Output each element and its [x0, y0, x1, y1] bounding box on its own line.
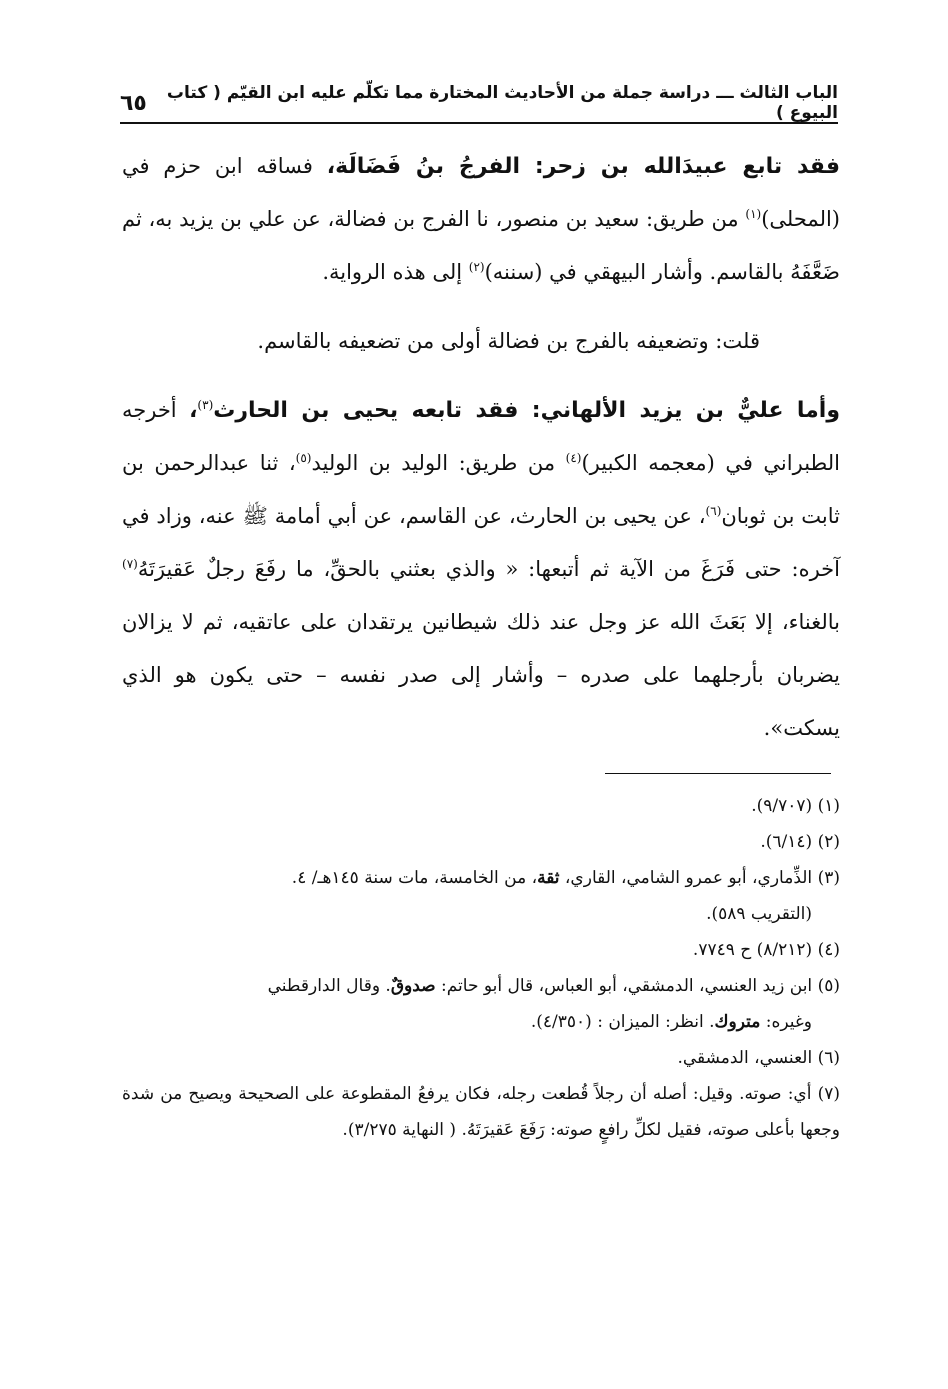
footnote-continuation: (التقريب ٥٨٩).	[706, 904, 812, 924]
footnote-number: (١)	[817, 796, 840, 816]
footnote-ref-1: (١)	[745, 207, 762, 221]
footnote-number: (٦)	[817, 1048, 840, 1068]
paragraph-2	[122, 315, 840, 368]
footnote-5	[122, 968, 840, 1040]
footnote-text: وغيره:	[760, 1012, 812, 1032]
paragraph-1-text-b: من طريق: سعيد بن منصور، نا الفرج بن فضالة، عن علي بن يزيد به، ثم ضَعَّفَهُ بالقاسم. وأشار البيهقي في (سننه)	[122, 207, 840, 284]
footnote-text: . وقال الدارقطني	[267, 976, 391, 996]
footnote-text: العنسي، الدمشقي.	[677, 1048, 813, 1068]
footnote-continuation	[122, 1004, 840, 1040]
footnote-number: (٢)	[817, 832, 840, 852]
footnote-1	[122, 788, 840, 824]
footnote-number: (٥)	[817, 976, 840, 996]
footnotes	[122, 788, 840, 1148]
footnote-number: (٧)	[817, 1084, 840, 1104]
footnote-grade: صدوقٌ	[390, 976, 436, 996]
paragraph-3	[122, 384, 840, 755]
paragraph-1-text-c: إلى هذه الرواية.	[322, 260, 469, 284]
footnote-grade: متروك	[714, 1012, 761, 1032]
footnote-text: (٨/٢١٢) ح ٧٧٤٩.	[692, 940, 813, 960]
footnote-4	[122, 932, 840, 968]
footnote-text: الذِّماري، أبو عمرو الشامي، القاري،	[559, 868, 813, 888]
footnote-ref-4: (٤)	[565, 451, 582, 465]
footnote-text: (٩/٧٠٧).	[751, 796, 813, 816]
paragraph-1-text-a: فساقه ابن حزم في (المحلى)	[122, 154, 840, 231]
main-text	[122, 140, 840, 755]
footnote-7	[122, 1076, 840, 1148]
footnote-6	[122, 1040, 840, 1076]
footnote-text: أي: صوته. وقيل: أصله أن رجلاً قُطعت رجله، فكان يرفعُ المقطوعة على الصحيحة ويصيح من شدة وجعها بأعلى صوته، فقيل لكلِّ رافعٍ صوته: رَفَعَ عَقيرَتَهُ. ( النهاية ٣/٢٧٥).	[122, 1084, 840, 1140]
paragraph-3-text-e: بالغناء، إلا بَعَثَ الله عز وجل عند ذلك شيطانين يرتقدان على عاتقيه، ثم لا يزالان يضربان بأرجلهما على صدره – وأشار إلى صدر نفسه – حتى يكون هو الذي يسكت».	[122, 610, 840, 740]
page-number: ٦٥	[120, 90, 147, 116]
footnote-separator	[605, 773, 831, 774]
footnote-number: (٣)	[817, 868, 840, 888]
footnote-2	[122, 824, 840, 860]
footnote-ref-5: (٥)	[295, 451, 312, 465]
footnote-text: (٦/١٤).	[760, 832, 813, 852]
footnote-text: ، من الخامسة، مات سنة ١٤٥هـ/ ٤.	[291, 868, 538, 888]
paragraph-1-lead: فقد تابع عبيدَالله بن زحر: الفرجُ بنُ فَضَالَة،	[326, 154, 840, 179]
paragraph-3-lead: وأما عليٌّ بن يزيد الألهاني: فقد تابعه يحيى بن الحارث	[213, 398, 840, 423]
footnote-text: . انظر: الميزان : (٤/٣٥٠).	[530, 1012, 715, 1032]
running-header	[120, 83, 838, 124]
paragraph-3-text-d: ، عن يحيى بن الحارث، عن القاسم، عن أبي أمامة ﷺ عنه، وزاد في آخره: حتى فَرَغَ من الآية ثم أتبعها: « والذي بعثني بالحقِّ، ما رفَعَ رجلٌ عَقيرَتَهُ	[122, 504, 840, 581]
footnote-text: ابن زيد العنسي، الدمشقي، أبو العباس، قال أبو حاتم:	[435, 976, 813, 996]
paragraph-1	[122, 140, 840, 299]
footnote-ref-6: (٦)	[705, 504, 722, 518]
footnote-grade: ثقة	[537, 868, 560, 888]
footnote-ref-7: (٧)	[122, 557, 138, 571]
footnote-3	[122, 860, 840, 932]
paragraph-3-text-b: من طريق: الوليد بن الوليد	[311, 451, 566, 475]
paragraph-2-text: قلت: وتضعيفه بالفرج بن فضالة أولى من تضعيفه بالقاسم.	[257, 329, 760, 353]
footnote-ref-2: (٢)	[468, 260, 485, 274]
footnote-number: (٤)	[817, 940, 840, 960]
chapter-title: الباب الثالث ـــ دراسة جملة من الأحاديث المختارة مما تكلّم عليه ابن القيّم ( كتاب البيوع )	[166, 83, 838, 123]
paragraph-3-text-c: ، ثنا عبدالرحمن بن ثابت بن ثوبان	[122, 451, 840, 528]
footnote-ref-3: (٣)	[197, 398, 214, 412]
paragraph-3-text-a: أخرجه الطبراني في (معجمه الكبير)	[122, 398, 840, 475]
paragraph-3-lead-end: ،	[189, 398, 198, 423]
